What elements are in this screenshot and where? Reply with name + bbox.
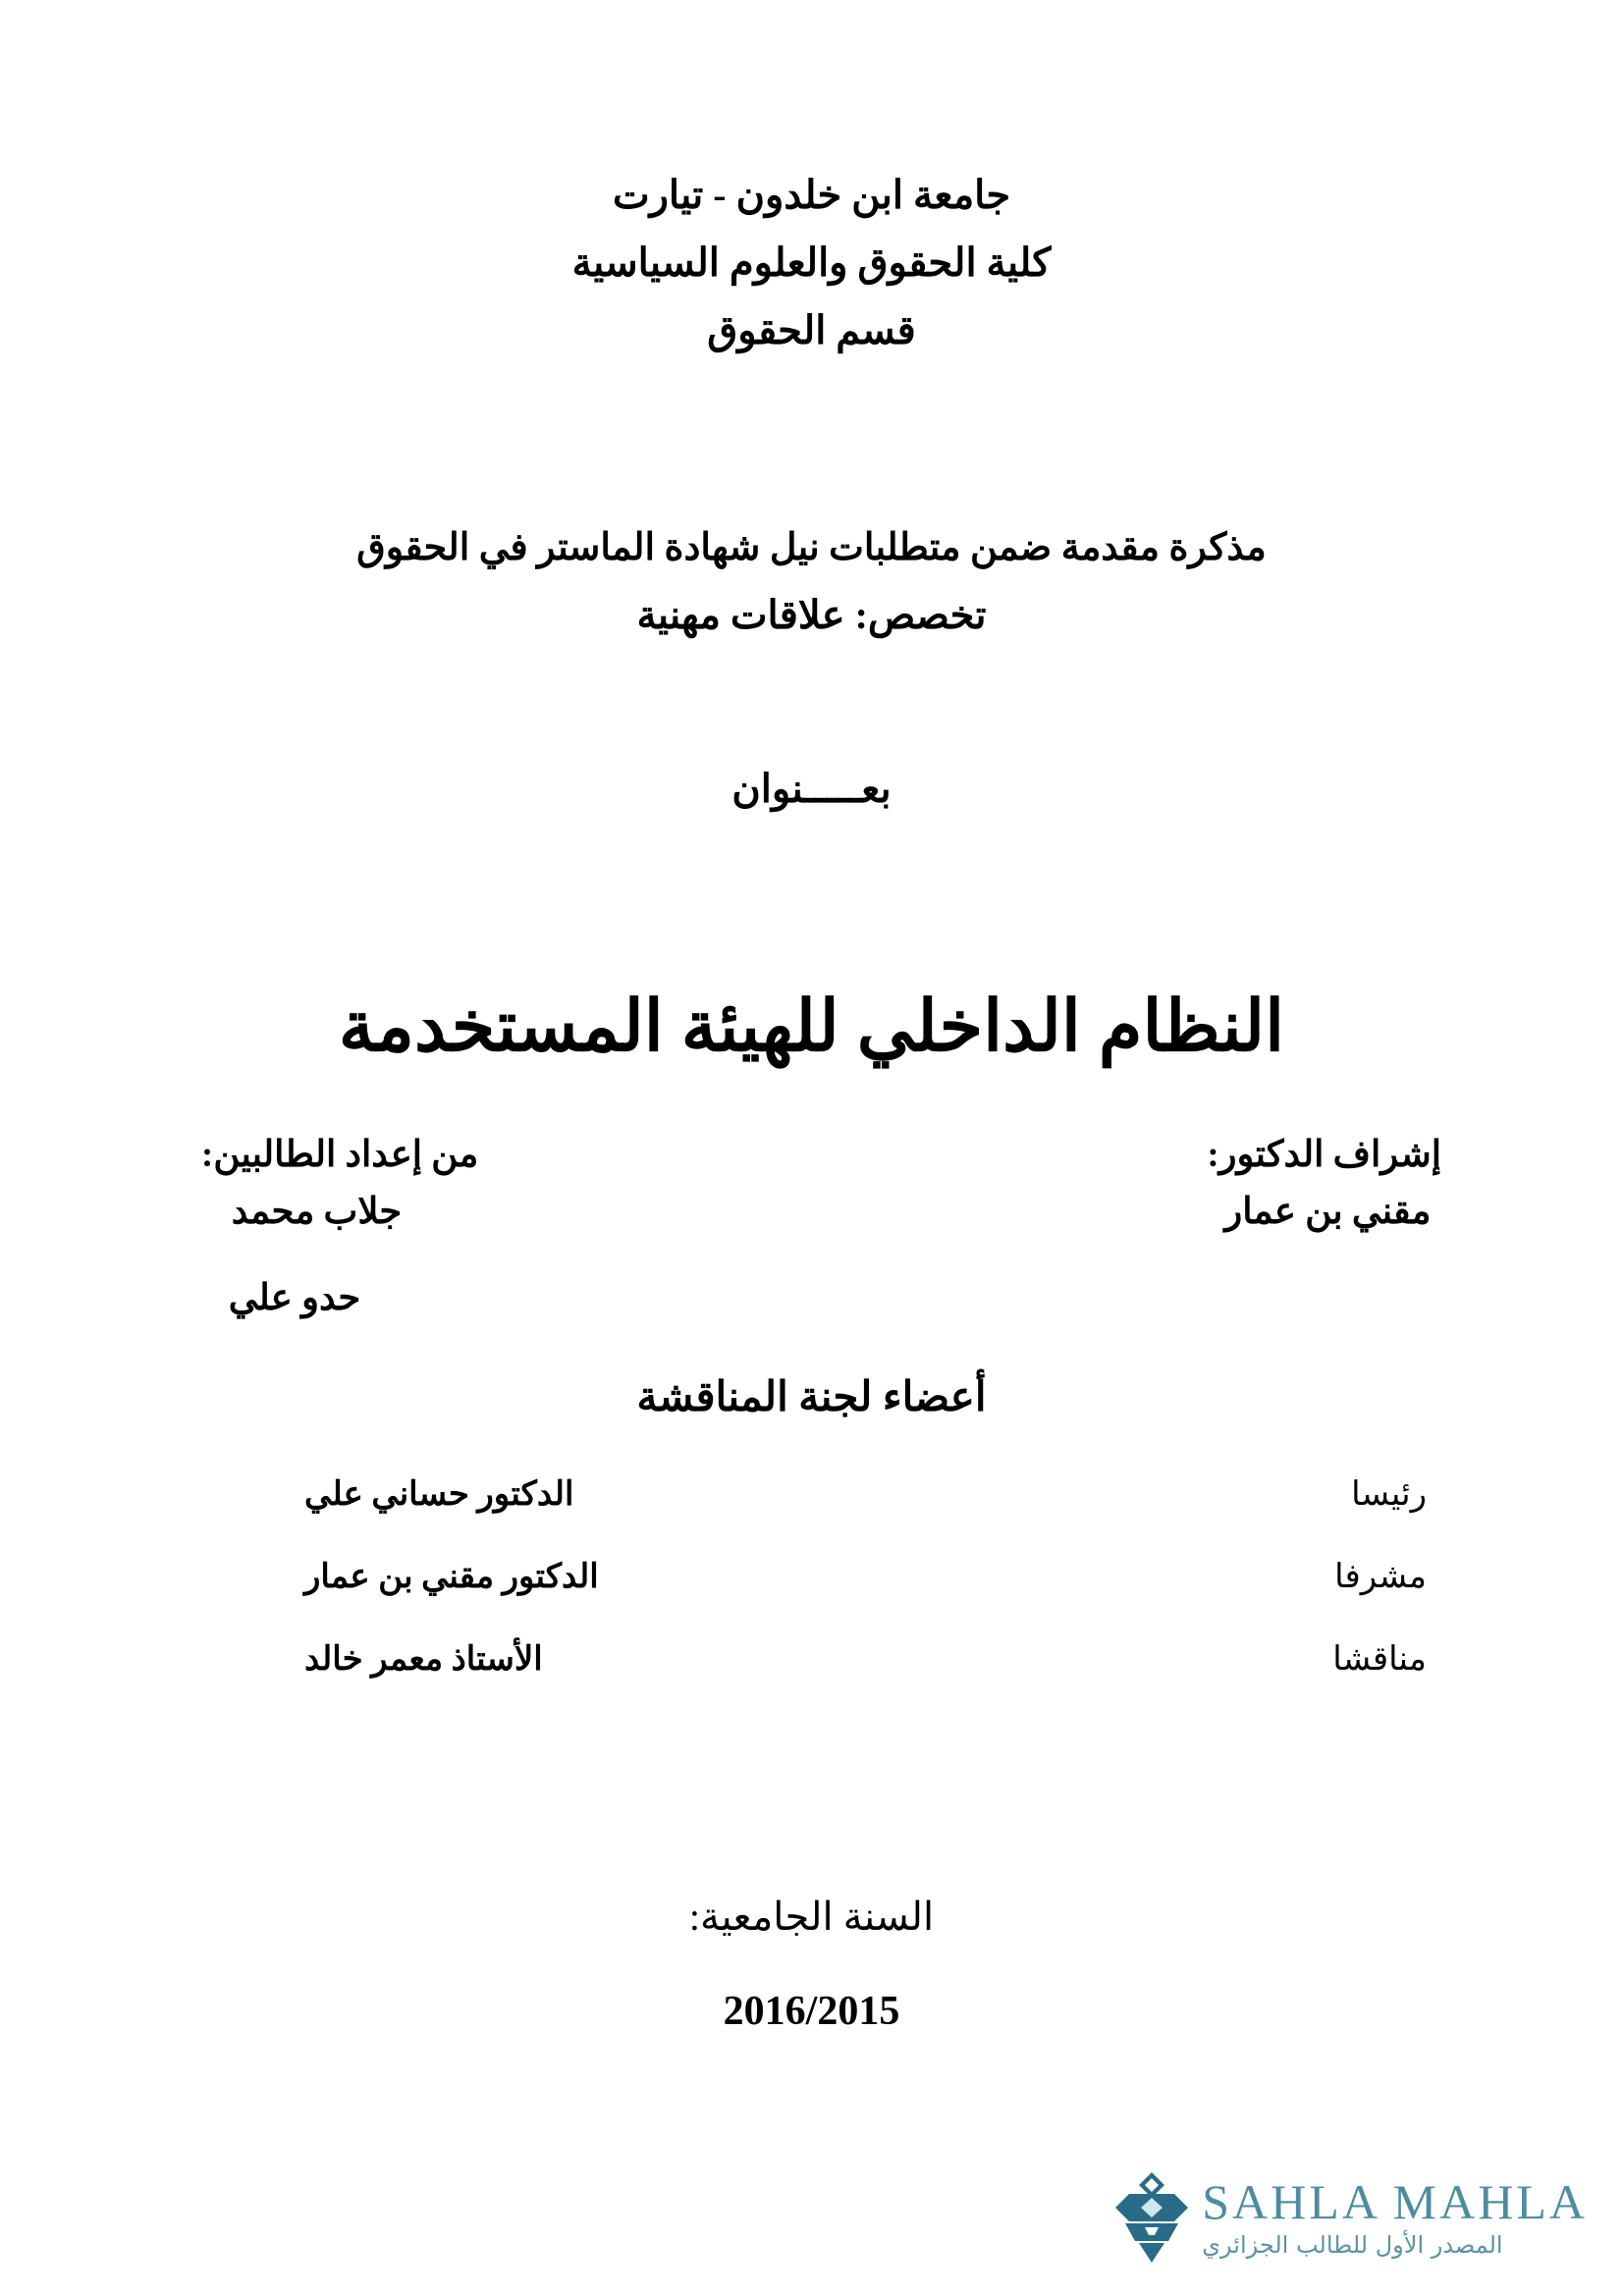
jury-member-name: الأستاذ معمر خالد <box>304 1641 543 1678</box>
supervisor-column <box>1187 1127 1441 1242</box>
faculty-name: كلية الحقوق والعلوم السياسية <box>571 240 1052 285</box>
jury-member-role: رئيسا <box>1351 1476 1427 1513</box>
supervisor-name: مقني بن عمار <box>1224 1192 1432 1233</box>
students-heading: من إعداد الطالبين: <box>201 1135 479 1175</box>
table-row <box>304 1557 1427 1596</box>
student-name-1: جلاب محمد <box>231 1192 403 1233</box>
students-column <box>201 1127 478 1328</box>
jury-member-name: الدكتور حساني علي <box>304 1476 574 1513</box>
watermark-text <box>1202 2173 1588 2259</box>
student-name-2: حدو علي <box>228 1278 361 1319</box>
department-name: قسم الحقوق <box>707 307 916 352</box>
supervisor-heading: إشراف الدكتور: <box>1207 1135 1441 1175</box>
jury-member-role: مشرفا <box>1334 1559 1427 1595</box>
jury-table <box>304 1474 1427 1722</box>
table-row <box>304 1639 1427 1679</box>
degree-statement: مذكرة مقدمة ضمن متطلبات نيل شهادة الماستر في الحقوق <box>356 527 1267 568</box>
submission-statement-block <box>0 515 1623 650</box>
watermark-logo <box>1115 2172 1588 2263</box>
jury-member-role: مناقشا <box>1332 1641 1427 1678</box>
page-title: النظام الداخلي للهيئة المستخدمة <box>338 988 1285 1067</box>
credits-row <box>201 1127 1441 1328</box>
table-row <box>304 1474 1427 1514</box>
jury-heading: أعضاء لجنة المناقشة <box>636 1375 987 1420</box>
under-title-label: بعـــــنوان <box>731 767 892 811</box>
university-name: جامعة ابن خلدون - تيارت <box>612 173 1011 217</box>
jury-member-name: الدكتور مقني بن عمار <box>304 1559 599 1595</box>
specialization-line: تخصص: علاقات مهنية <box>636 592 987 637</box>
watermark-brand-name: SAHLA MAHLA <box>1202 2173 1588 2229</box>
diamond-lattice-icon <box>1115 2172 1188 2263</box>
watermark-tagline: المصدر الأول للطالب الجزائري <box>1202 2230 1503 2259</box>
academic-year-label: السنة الجامعية: <box>688 1895 935 1939</box>
institution-header <box>0 162 1623 364</box>
academic-year-block <box>0 1890 1623 2035</box>
academic-year-value: 2016/2015 <box>723 1989 900 2034</box>
